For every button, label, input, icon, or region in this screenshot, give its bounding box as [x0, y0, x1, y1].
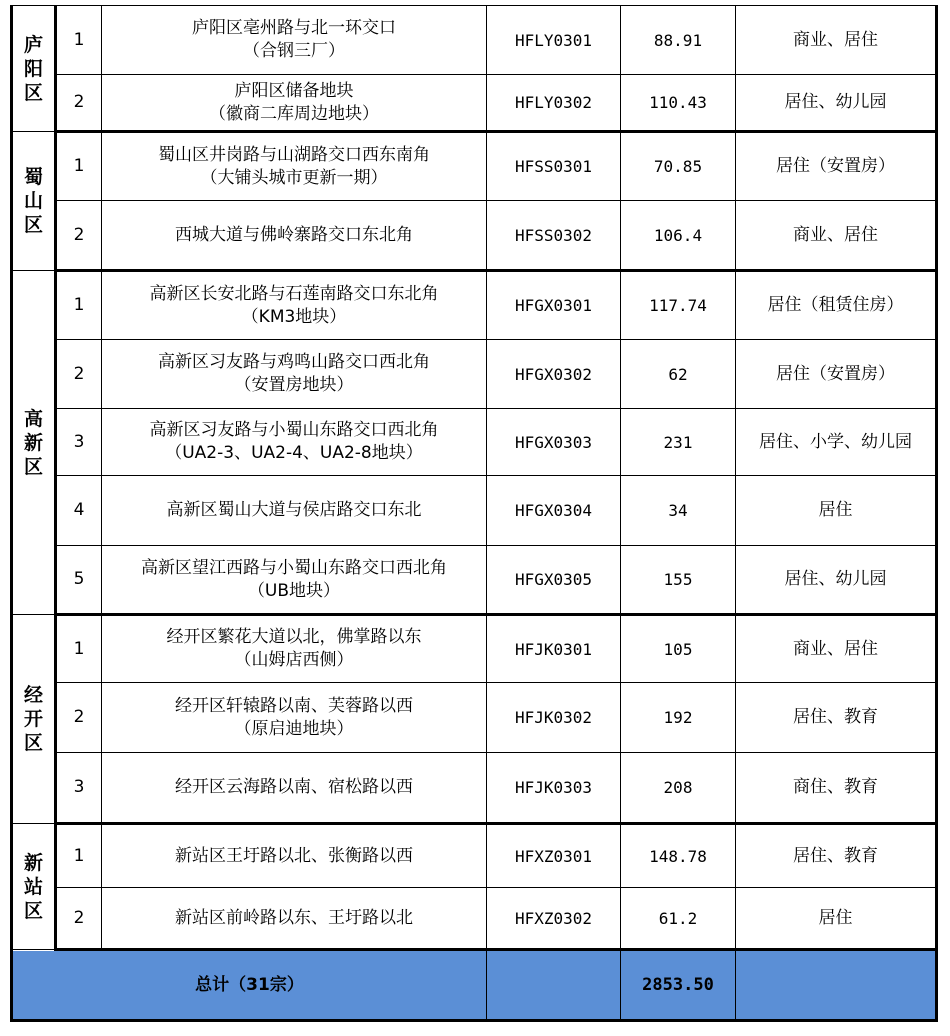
- plot-location: 经开区云海路以南、宿松路以西: [102, 753, 487, 824]
- plot-code: HFGX0303: [487, 409, 621, 476]
- plot-number: 1: [56, 824, 102, 888]
- plot-number: 2: [56, 340, 102, 409]
- plot-location: 高新区习友路与鸡鸣山路交口西北角 （安置房地块）: [102, 340, 487, 409]
- plot-area: 62: [621, 340, 736, 409]
- plot-use: 居住、幼儿园: [736, 75, 937, 132]
- plot-area: 110.43: [621, 75, 736, 132]
- district-cell: 新 站 区: [12, 824, 56, 950]
- plot-number: 2: [56, 888, 102, 950]
- plot-number: 2: [56, 201, 102, 271]
- plot-location: 高新区望江西路与小蜀山东路交口西北角 （UB地块）: [102, 546, 487, 615]
- plot-use: 居住: [736, 888, 937, 950]
- plot-code: HFJK0303: [487, 753, 621, 824]
- plot-code: HFGX0302: [487, 340, 621, 409]
- plot-number: 1: [56, 615, 102, 683]
- plot-area: 117.74: [621, 271, 736, 340]
- total-label: 总计（31宗）: [12, 950, 487, 1021]
- plot-number: 4: [56, 476, 102, 546]
- plot-area: 192: [621, 683, 736, 753]
- plot-number: 1: [56, 132, 102, 201]
- plot-location: 庐阳区亳州路与北一环交口 （合钢三厂）: [102, 6, 487, 75]
- plot-use: 居住、教育: [736, 824, 937, 888]
- plot-number: 1: [56, 6, 102, 75]
- plot-code: HFSS0302: [487, 201, 621, 271]
- plot-code: HFXZ0302: [487, 888, 621, 950]
- plot-code: HFLY0302: [487, 75, 621, 132]
- plot-location: 高新区习友路与小蜀山东路交口西北角 （UA2-3、UA2-4、UA2-8地块）: [102, 409, 487, 476]
- plot-use: 居住、幼儿园: [736, 546, 937, 615]
- plot-use: 商业、居住: [736, 201, 937, 271]
- total-code-empty: [487, 950, 621, 1021]
- plot-area: 208: [621, 753, 736, 824]
- plot-area: 105: [621, 615, 736, 683]
- plot-code: HFJK0301: [487, 615, 621, 683]
- plot-location: 高新区长安北路与石莲南路交口东北角 （KM3地块）: [102, 271, 487, 340]
- plot-code: HFGX0304: [487, 476, 621, 546]
- plot-area: 106.4: [621, 201, 736, 271]
- plot-location: 新站区前岭路以东、王圩路以北: [102, 888, 487, 950]
- plot-location: 蜀山区井岗路与山湖路交口西东南角 （大铺头城市更新一期）: [102, 132, 487, 201]
- plot-number: 1: [56, 271, 102, 340]
- plot-code: HFLY0301: [487, 6, 621, 75]
- district-cell: 经 开 区: [12, 615, 56, 824]
- total-area: 2853.50: [621, 950, 736, 1021]
- plot-code: HFJK0302: [487, 683, 621, 753]
- plot-code: HFGX0301: [487, 271, 621, 340]
- plot-location: 经开区繁花大道以北，佛掌路以东 （山姆店西侧）: [102, 615, 487, 683]
- land-parcel-table: [10, 5, 938, 1022]
- plot-use: 居住: [736, 476, 937, 546]
- plot-use: 居住（安置房）: [736, 340, 937, 409]
- plot-area: 88.91: [621, 6, 736, 75]
- total-row: [12, 950, 937, 1021]
- district-cell: 高 新 区: [12, 271, 56, 615]
- plot-location: 经开区轩辕路以南、芙蓉路以西 （原启迪地块）: [102, 683, 487, 753]
- plot-location: 高新区蜀山大道与侯店路交口东北: [102, 476, 487, 546]
- total-use-empty: [736, 950, 937, 1021]
- plot-number: 5: [56, 546, 102, 615]
- plot-location: 西城大道与佛岭寨路交口东北角: [102, 201, 487, 271]
- plot-area: 155: [621, 546, 736, 615]
- plot-number: 3: [56, 753, 102, 824]
- plot-location: 新站区王圩路以北、张衡路以西: [102, 824, 487, 888]
- plot-area: 148.78: [621, 824, 736, 888]
- plot-use: 居住、教育: [736, 683, 937, 753]
- plot-code: HFXZ0301: [487, 824, 621, 888]
- plot-area: 70.85: [621, 132, 736, 201]
- plot-use: 居住（租赁住房）: [736, 271, 937, 340]
- district-cell: 蜀 山 区: [12, 132, 56, 271]
- plot-location: 庐阳区储备地块 （徽商二库周边地块）: [102, 75, 487, 132]
- plot-use: 商业、居住: [736, 615, 937, 683]
- plot-use: 商业、居住: [736, 6, 937, 75]
- plot-number: 2: [56, 683, 102, 753]
- plot-number: 2: [56, 75, 102, 132]
- district-cell: 庐 阳 区: [12, 6, 56, 132]
- plot-use: 商住、教育: [736, 753, 937, 824]
- plot-area: 61.2: [621, 888, 736, 950]
- plot-code: HFSS0301: [487, 132, 621, 201]
- plot-code: HFGX0305: [487, 546, 621, 615]
- plot-area: 34: [621, 476, 736, 546]
- plot-area: 231: [621, 409, 736, 476]
- plot-number: 3: [56, 409, 102, 476]
- plot-use: 居住（安置房）: [736, 132, 937, 201]
- plot-use: 居住、小学、幼儿园: [736, 409, 937, 476]
